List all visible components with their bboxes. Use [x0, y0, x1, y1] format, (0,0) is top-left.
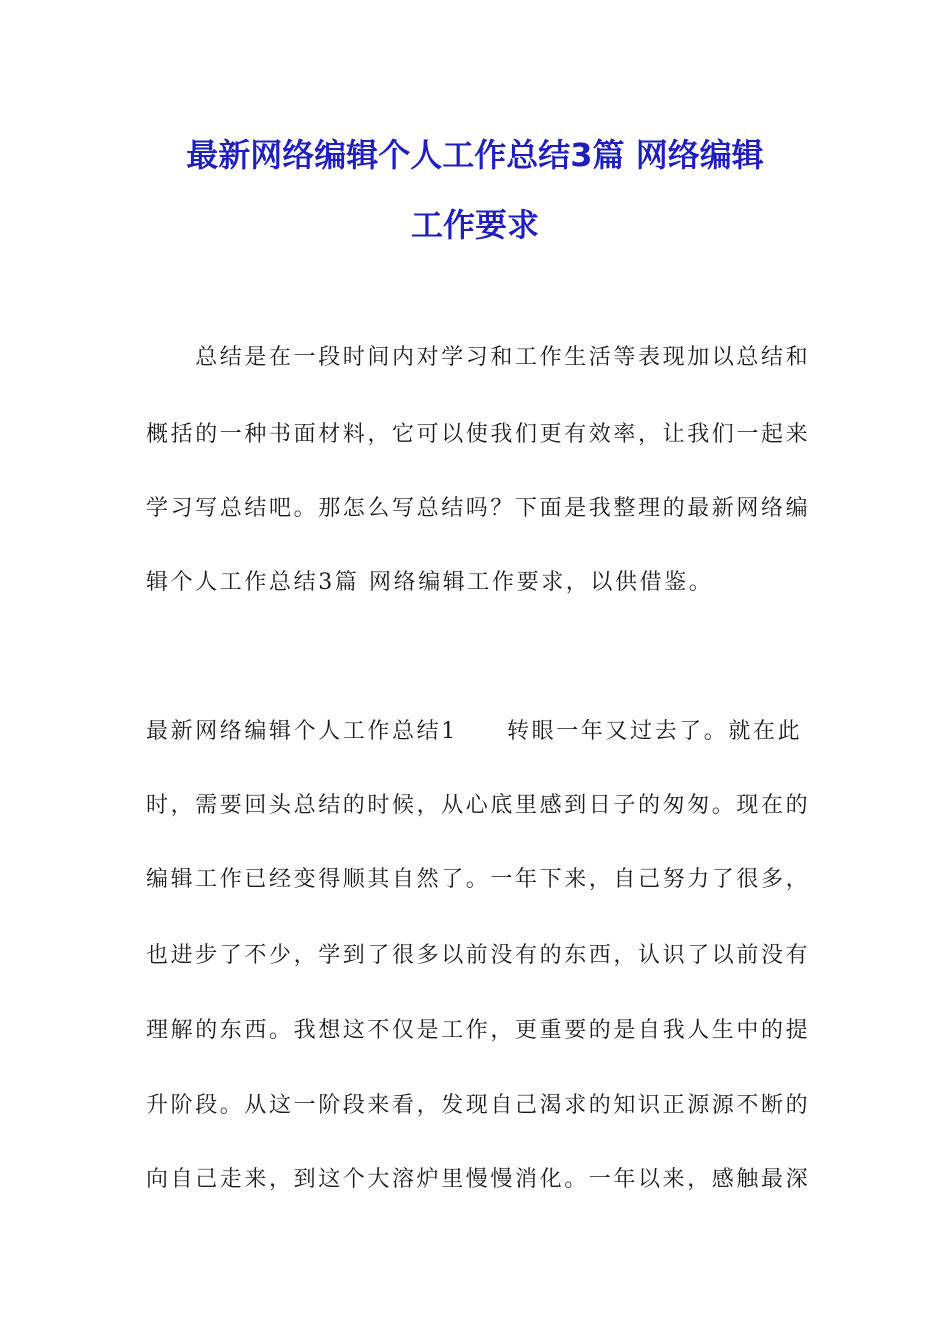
body-line-2: 时，需要回头总结的时候，从心底里感到日子的匆匆。现在的	[146, 793, 811, 818]
intro-line-1: 总结是在一段时间内对学习和工作生活等表现加以总结和	[146, 345, 811, 370]
intro-line-3: 学习写总结吧。那怎么写总结吗？下面是我整理的最新网络编	[146, 496, 811, 521]
body-line-7: 向自己走来，到这个大溶炉里慢慢消化。一年以来，感触最深	[146, 1167, 811, 1192]
intro-line-2: 概括的一种书面材料，它可以使我们更有效率，让我们一起来	[146, 422, 811, 447]
body-line-3: 编辑工作已经变得顺其自然了。一年下来，自己努力了很多，	[146, 867, 811, 892]
document-title-line-2: 工作要求	[410, 206, 539, 244]
document-title-line-1: 最新网络编辑个人工作总结3篇 网络编辑	[186, 136, 764, 174]
body-line-1: 最新网络编辑个人工作总结1 转眼一年又过去了。就在此	[146, 719, 803, 744]
body-line-6: 升阶段。从这一阶段来看，发现自己渴求的知识正源源不断的	[146, 1093, 811, 1118]
intro-line-4: 辑个人工作总结3篇 网络编辑工作要求，以供借鉴。	[146, 570, 714, 595]
body-line-5: 理解的东西。我想这不仅是工作，更重要的是自我人生中的提	[146, 1018, 811, 1043]
body-line-4: 也进步了不少，学到了很多以前没有的东西，认识了以前没有	[146, 943, 811, 968]
